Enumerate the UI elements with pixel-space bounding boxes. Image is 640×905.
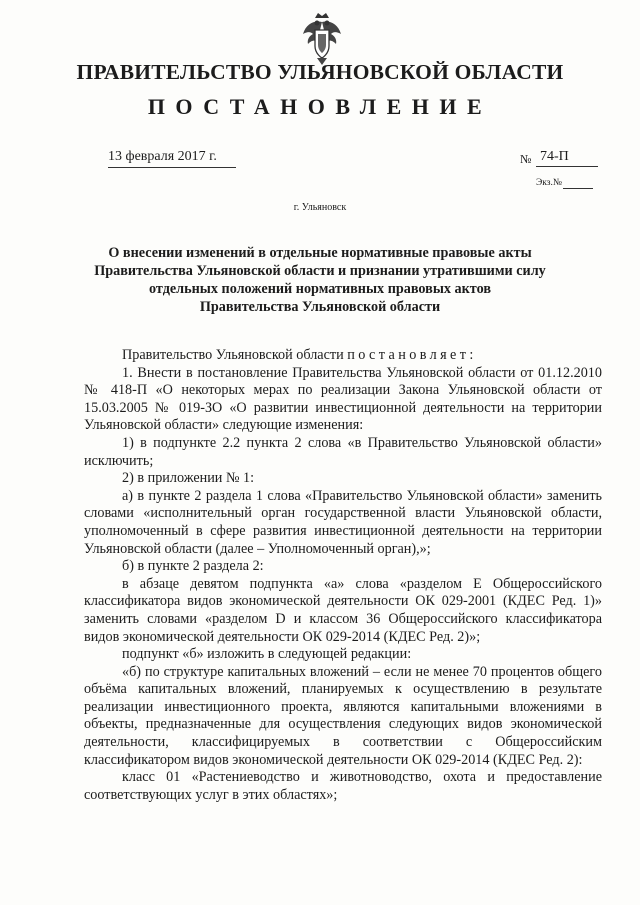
body-paragraph: б) в пункте 2 раздела 2: [122, 558, 264, 575]
body-paragraph: а) в пункте 2 раздела 1 слова «Правительство Ульяновской области» заменить словами «исполнительный орган государственной власти Ульяновской области, уполномоченный в сфере развития инвестиционной деятельности на территории Ульяновской области (далее – Уполномоченный орган),»; [84, 487, 602, 557]
document-number: 74-П [536, 149, 598, 167]
body-paragraph: подпункт «б» изложить в следующей редакции: [122, 646, 412, 663]
document-heading [80, 244, 560, 316]
document-type: ПОСТАНОВЛЕНИЕ [147, 94, 493, 119]
document-date: 13 февраля 2017 г. [108, 149, 236, 168]
copy-label: Экз.№ [536, 178, 562, 188]
body-paragraph: 1. Внести в постановление Правительства Ульяновской области от 01.12.2010 № 418-П «О некоторых мерах по реализации Закона Ульяновской области от 15.03.2005 № 019-ЗО «О развитии инвестиционной деятельности на территории Ульяновской области» следующие изменения: [84, 364, 602, 434]
document-body [84, 347, 602, 804]
heading-line: Правительства Ульяновской области [199, 299, 441, 315]
body-paragraph: класс 01 «Растениеводство и животноводство, охота и предоставление соответствующих услуг в этих областях»; [84, 769, 602, 803]
heading-line: отдельных положений нормативных правовых актов [149, 281, 491, 297]
coat-of-arms-icon [300, 12, 344, 66]
government-title: ПРАВИТЕЛЬСТВО УЛЬЯНОВСКОЙ ОБЛАСТИ [76, 60, 564, 84]
body-paragraph: «б) по структуре капитальных вложений – если не менее 70 процентов общего объёма капитальных вложений, планируемых к осуществлению в результате реализации инвестиционного проекта, являются капитальными вложениями в объекты, предназначенные для осуществления следующих видов экономической деятельности, классифицируемых в соответствии с Общероссийским классификатором видов экономической деятельности ОК 029-2014 (КДЕС Ред. 2): [84, 663, 602, 768]
intro-paragraph [84, 347, 602, 365]
intro-resolves: постановляет: [347, 347, 477, 363]
copy-number-line [563, 188, 593, 189]
heading-line: Правительства Ульяновской области и признании утратившими силу [94, 263, 546, 279]
body-paragraph: 2) в приложении № 1: [122, 470, 255, 487]
intro-prefix: Правительство Ульяновской области [122, 347, 348, 363]
city: г. Ульяновск [293, 202, 347, 213]
heading-line: О внесении изменений в отдельные нормативные правовые акты [108, 245, 532, 261]
body-paragraph: 1) в подпункте 2.2 пункта 2 слова «в Правительство Ульяновской области» исключить; [84, 434, 602, 469]
number-label: № [520, 152, 532, 166]
body-paragraph: в абзаце девятом подпункта «а» слова «разделом Е Общероссийского классификатора видов экономической деятельности ОК 029-2001 (КДЕС Ред. 1)» заменить словами «разделом D и классом 36 Общероссийского классификатора видов экономической деятельности ОК 029-2014 (КДЕС Ред. 2)»; [84, 575, 602, 645]
